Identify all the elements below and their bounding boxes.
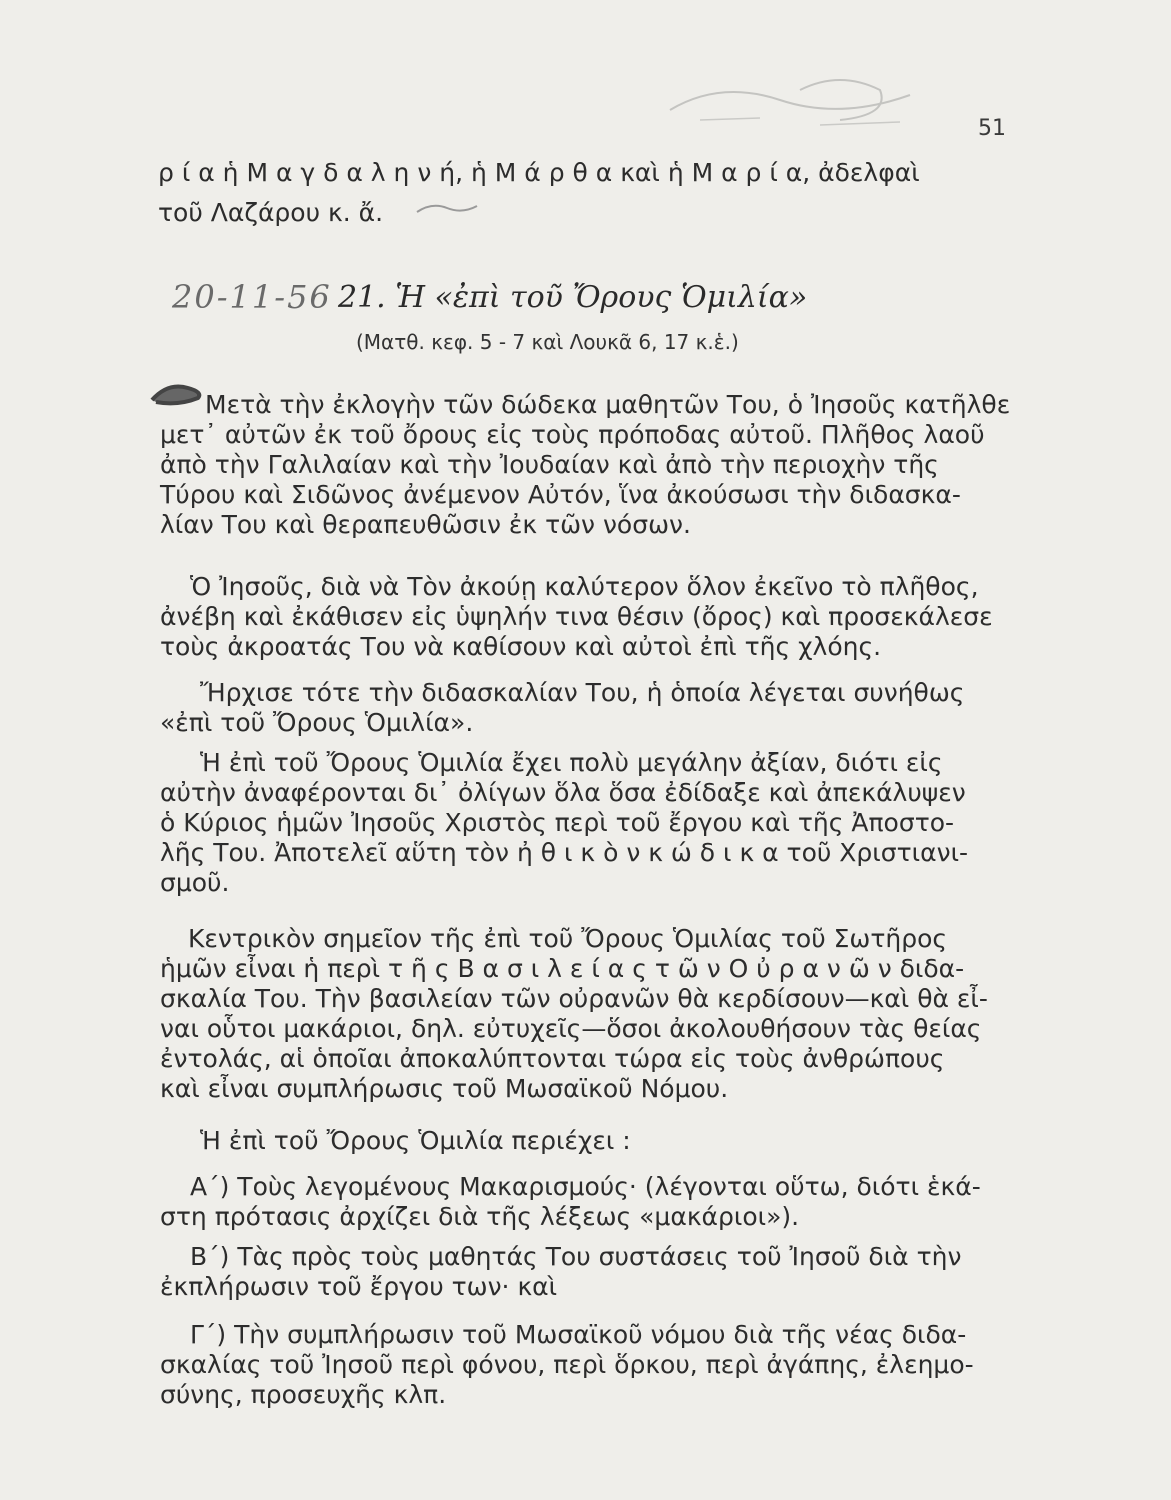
text-line: «ἐπὶ τοῦ Ὄρους Ὁμιλία». <box>160 708 474 737</box>
text-line: ἀπὸ τὴν Γαλιλαίαν καὶ τὴν Ἰουδαίαν καὶ ἀπὸ τὴν περιοχὴν τῆς <box>160 450 939 479</box>
handwritten-date: 20-11-56 <box>172 278 332 316</box>
text-line: λίαν Του καὶ θεραπευθῶσιν ἐκ τῶν νόσων. <box>160 510 691 539</box>
text-line: ἡμῶν εἶναι ἡ περὶ τ ῆ ς Β α σ ι λ ε ί α ς τ ῶ ν Ο ὐ ρ α ν ῶ ν διδα- <box>160 954 965 983</box>
paragraph-8 <box>160 1242 1010 1302</box>
text-line: Β΄) Τὰς πρὸς τοὺς μαθητάς Του συστάσεις τοῦ Ἰησοῦ διὰ τὴν <box>190 1242 962 1271</box>
text-line: Ἡ ἐπὶ τοῦ Ὄρους Ὁμιλία ἔχει πολὺ μεγάλην ἀξίαν, διότι εἰς <box>200 748 943 777</box>
text-line: σκαλία Του. Τὴν βασιλείαν τῶν οὐρανῶν θὰ κερδίσουν—καὶ θὰ εἶ- <box>160 984 988 1013</box>
text-line: Γ΄) Τὴν συμπλήρωσιν τοῦ Μωσαϊκοῦ νόμου διὰ τῆς νέας διδα- <box>190 1320 967 1349</box>
paragraph-1 <box>160 390 1010 540</box>
paragraph-2 <box>160 572 1010 662</box>
paragraph-9 <box>160 1320 1010 1410</box>
opening-lines <box>158 158 1008 228</box>
paragraph-7 <box>160 1172 1010 1232</box>
text-line: στη πρότασις ἀρχίζει διὰ τῆς λέξεως «μακάριοι»). <box>160 1202 800 1231</box>
text-line: Α΄) Τοὺς λεγομένους Μακαρισμούς· (λέγονται οὕτω, διότι ἑκά- <box>190 1172 981 1201</box>
text-line: καὶ εἶναι συμπλήρωσις τοῦ Μωσαϊκοῦ Νόμου. <box>160 1074 729 1103</box>
paragraph-3 <box>160 678 1010 738</box>
text-line: τοὺς ἀκροατάς Του νὰ καθίσουν καὶ αὐτοὶ ἐπὶ τῆς χλόης. <box>160 632 882 661</box>
text-line: Ἡ ἐπὶ τοῦ Ὄρους Ὁμιλία περιέχει : <box>200 1126 631 1155</box>
opening-line-2: τοῦ Λαζάρου κ. ἄ. <box>158 198 384 227</box>
text-line: Ἤρχισε τότε τὴν διδασκαλίαν Του, ἡ ὁποία λέγεται συνήθως <box>200 678 965 707</box>
text-line: ἀνέβη καὶ ἐκάθισεν εἰς ὑψηλήν τινα θέσιν (ὄρος) καὶ προσεκάλεσε <box>160 602 993 631</box>
paragraph-5 <box>160 924 1010 1104</box>
text-line: λῆς Του. Ἀποτελεῖ αὕτη τὸν ἠ θ ι κ ὸ ν κ ώ δ ι κ α τοῦ Χριστιανι- <box>160 838 969 867</box>
opening-line-1: ρ ί α ἡ Μ α γ δ α λ η ν ή, ἡ Μ ά ρ θ α καὶ ἡ Μ α ρ ί α, ἀδελφαὶ <box>158 158 920 187</box>
paragraph-6 <box>160 1126 1010 1156</box>
text-line: Μετὰ τὴν ἐκλογὴν τῶν δώδεκα μαθητῶν Του, ὁ Ἰησοῦς κατῆλθε <box>205 390 1011 419</box>
text-line: Τύρου καὶ Σιδῶνος ἀνέμενον Αὐτόν, ἵνα ἀκούσωσι τὴν διδασκα- <box>160 480 961 509</box>
text-line: σμοῦ. <box>160 868 230 897</box>
text-line: αὐτὴν ἀναφέρονται δι᾽ ὀλίγων ὅλα ὅσα ἐδίδαξε καὶ ἀπεκάλυψεν <box>160 778 966 807</box>
text-line: Κεντρικὸν σημεῖον τῆς ἐπὶ τοῦ Ὄρους Ὁμιλίας τοῦ Σωτῆρος <box>188 924 948 953</box>
pen-mark <box>412 200 482 220</box>
text-line: ὁ Κύριος ἡμῶν Ἰησοῦς Χριστὸς περὶ τοῦ ἔργου καὶ τῆς Ἀποστο- <box>160 808 955 837</box>
text-line: σύνης, προσευχῆς κλπ. <box>160 1380 447 1409</box>
text-line: μετ᾽ αὐτῶν ἐκ τοῦ ὄρους εἰς τοὺς πρόποδας αὐτοῦ. Πλῆθος λαοῦ <box>160 420 985 449</box>
text-line: ἐκπλήρωσιν τοῦ ἔργου των· καὶ <box>160 1272 558 1301</box>
paragraph-4 <box>160 748 1010 898</box>
section-title: 21. Ἡ «ἐπὶ τοῦ Ὄρους Ὁμιλία» <box>338 280 808 315</box>
section-reference: (Ματθ. κεφ. 5 - 7 καὶ Λουκᾶ 6, 17 κ.ἑ.) <box>356 330 739 354</box>
text-line: σκαλίας τοῦ Ἰησοῦ περὶ φόνου, περὶ ὅρκου, περὶ ἀγάπης, ἐλεημο- <box>160 1350 974 1379</box>
text-line: ναι οὗτοι μακάριοι, δηλ. εὐτυχεῖς—ὅσοι ἀκολουθήσουν τὰς θείας <box>160 1014 982 1043</box>
faint-sketch <box>640 60 940 140</box>
text-line: Ὁ Ἰησοῦς, διὰ νὰ Τὸν ἀκούῃ καλύτερον ὅλον ἐκεῖνο τὸ πλῆθος, <box>190 572 979 601</box>
text-line: ἐντολάς, αἱ ὁποῖαι ἀποκαλύπτονται τώρα εἰς τοὺς ἀνθρώπους <box>160 1044 945 1073</box>
page-number: 51 <box>978 116 1006 141</box>
